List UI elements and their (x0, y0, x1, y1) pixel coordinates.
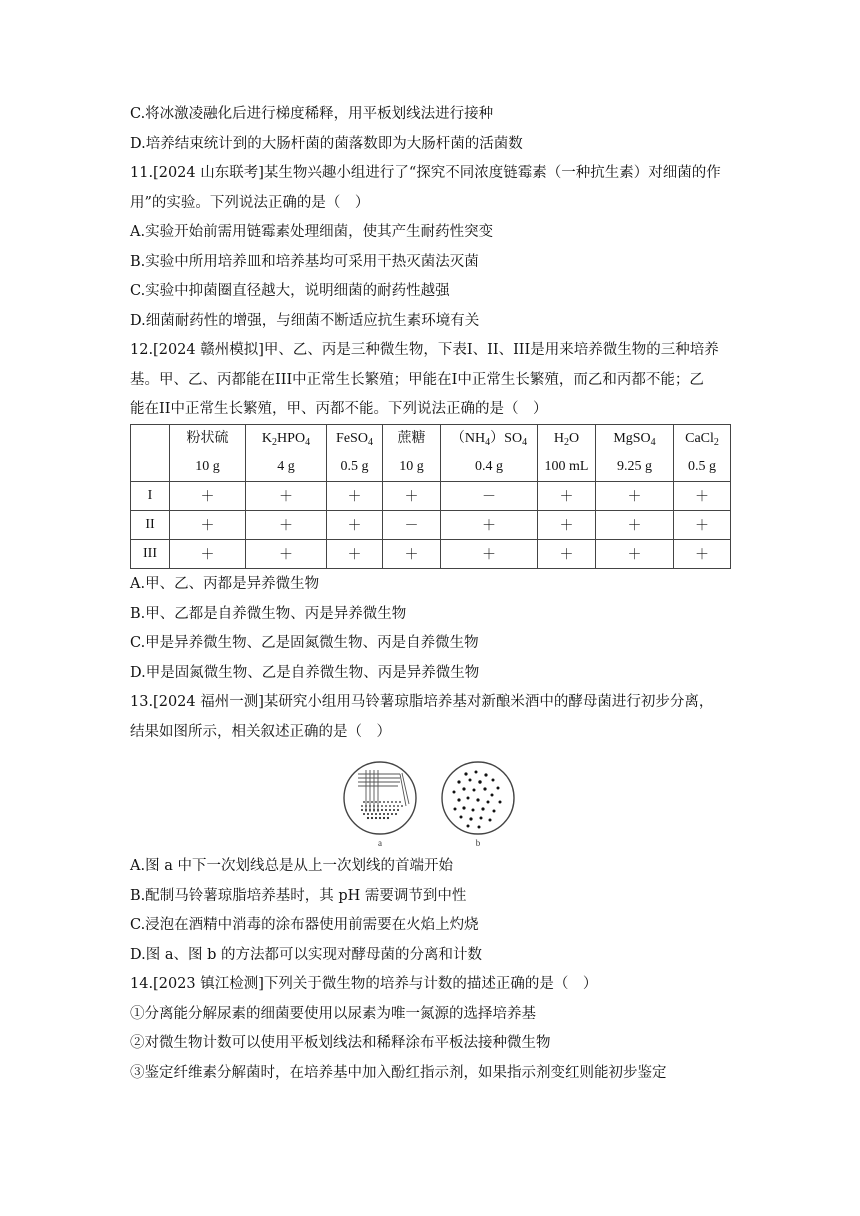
table-header-cell: $H_2O$ 100 mL (538, 425, 596, 482)
statement-1-q14: ①分离能分解尿素的细菌要使用以尿素为唯一氮源的选择培养基 (130, 1006, 536, 1022)
petri-dish-figure (340, 756, 530, 848)
table-cell: ＋ (246, 540, 327, 569)
table-header-row (131, 425, 731, 482)
table-cell: － (441, 482, 538, 511)
table-cell: ＋ (246, 511, 327, 540)
table-cell: ＋ (596, 540, 674, 569)
table-cell: ＋ (383, 540, 441, 569)
table-header-cell: FeSO$_4$ 0.5 g (327, 425, 383, 482)
table-cell: ＋ (674, 540, 731, 569)
row-label: II (131, 511, 170, 540)
table-cell: ＋ (170, 511, 246, 540)
table-cell: ＋ (538, 540, 596, 569)
question-13-stem: 13.[2024 福州一测]某研究小组用马铃薯琼脂培养基对新酿米酒中的酵母菌进行初步分离， (130, 694, 714, 710)
figure-label-b: b (475, 838, 481, 848)
option-a-q11: A.实验开始前需用链霉素处理细菌，使其产生耐药性突变 (130, 224, 494, 240)
table-corner-cell (131, 425, 170, 482)
streak-colonies (361, 801, 403, 819)
option-b-q11: B.实验中所用培养皿和培养基均可采用干热灭菌法灭菌 (130, 254, 479, 270)
table-header-cell: CaCl$_2$ 0.5 g (674, 425, 731, 482)
table-cell: ＋ (170, 482, 246, 511)
table-cell: ＋ (538, 482, 596, 511)
table-row (131, 540, 731, 569)
option-c-q13: C.浸泡在酒精中消毒的涂布器使用前需要在火焰上灼烧 (130, 917, 479, 933)
culture-medium-table (130, 424, 731, 569)
question-11-stem-cont: 用”的实验。下列说法正确的是（ ） (130, 195, 370, 211)
option-a-q13: A.图 a 中下一次划线总是从上一次划线的首端开始 (130, 858, 453, 874)
option-b-q12: B.甲、乙都是自养微生物、丙是异养微生物 (130, 606, 407, 622)
question-12-stem: 12.[2024 赣州模拟]甲、乙、丙是三种微生物，下表I、II、III是用来培养微生物的三种培养 (130, 342, 719, 358)
table-header-cell: $(NH_4)SO_4$ 0.4 g (441, 425, 538, 482)
table-cell: ＋ (596, 482, 674, 511)
row-label: I (131, 482, 170, 511)
option-d-q10: D.培养结束统计到的大肠杆菌的菌落数即为大肠杆菌的活菌数 (130, 136, 523, 152)
table-cell: ＋ (246, 482, 327, 511)
table-header-cell: MgSO$_4$ 9.25 g (596, 425, 674, 482)
table-cell: ＋ (674, 482, 731, 511)
option-d-q13: D.图 a、图 b 的方法都可以实现对酵母菌的分离和计数 (130, 947, 482, 963)
question-12-stem-cont: 基。甲、乙、丙都能在III中正常生长繁殖；甲能在I中正常生长繁殖，而乙和丙都不能；乙 (130, 372, 704, 388)
table-cell: ＋ (596, 511, 674, 540)
table-cell: ＋ (170, 540, 246, 569)
dish-a-streak-plate (344, 762, 416, 848)
spread-colonies (453, 771, 502, 829)
option-b-q13: B.配制马铃薯琼脂培养基时，其 pH 需要调节到中性 (130, 888, 467, 904)
table-cell: ＋ (327, 511, 383, 540)
table-row (131, 511, 731, 540)
option-c-q11: C.实验中抑菌圈直径越大，说明细菌的耐药性越强 (130, 283, 450, 299)
dish-b-spread-plate (442, 762, 514, 848)
table-cell: ＋ (674, 511, 731, 540)
question-14-stem: 14.[2023 镇江检测]下列关于微生物的培养与计数的描述正确的是（ ） (130, 976, 598, 992)
table-cell: ＋ (441, 511, 538, 540)
table-cell: ＋ (441, 540, 538, 569)
table-header-cell: 粉状硫 10 g (170, 425, 246, 482)
statement-2-q14: ②对微生物计数可以使用平板划线法和稀释涂布平板法接种微生物 (130, 1035, 551, 1051)
table-cell: ＋ (538, 511, 596, 540)
table-row (131, 482, 731, 511)
option-d-q11: D.细菌耐药性的增强，与细菌不断适应抗生素环境有关 (130, 313, 480, 329)
table-header-cell: $K_2HPO_4$ 4 g (246, 425, 327, 482)
table-cell: ＋ (327, 540, 383, 569)
option-c-q10: C.将冰激凌融化后进行梯度稀释，用平板划线法进行接种 (130, 106, 494, 122)
table-cell: － (383, 511, 441, 540)
table-header-cell: 蔗糖 10 g (383, 425, 441, 482)
statement-3-q14: ③鉴定纤维素分解菌时，在培养基中加入酚红指示剂，如果指示剂变红则能初步鉴定 (130, 1065, 667, 1081)
option-a-q12: A.甲、乙、丙都是异养微生物 (130, 576, 320, 592)
option-d-q12: D.甲是固氮微生物、乙是自养微生物、丙是异养微生物 (130, 665, 480, 681)
question-13-stem-cont: 结果如图所示，相关叙述正确的是（ ） (130, 724, 391, 740)
row-label: III (131, 540, 170, 569)
option-c-q12: C.甲是异养微生物、乙是固氮微生物、丙是自养微生物 (130, 635, 479, 651)
figure-label-a: a (378, 838, 382, 848)
table-cell: ＋ (327, 482, 383, 511)
question-11-stem: 11.[2024 山东联考]某生物兴趣小组进行了“探究不同浓度链霉素（一种抗生素）对细菌的作 (130, 165, 721, 181)
table-cell: ＋ (383, 482, 441, 511)
question-12-stem-cont2: 能在II中正常生长繁殖，甲、丙都不能。下列说法正确的是（ ） (130, 401, 548, 417)
